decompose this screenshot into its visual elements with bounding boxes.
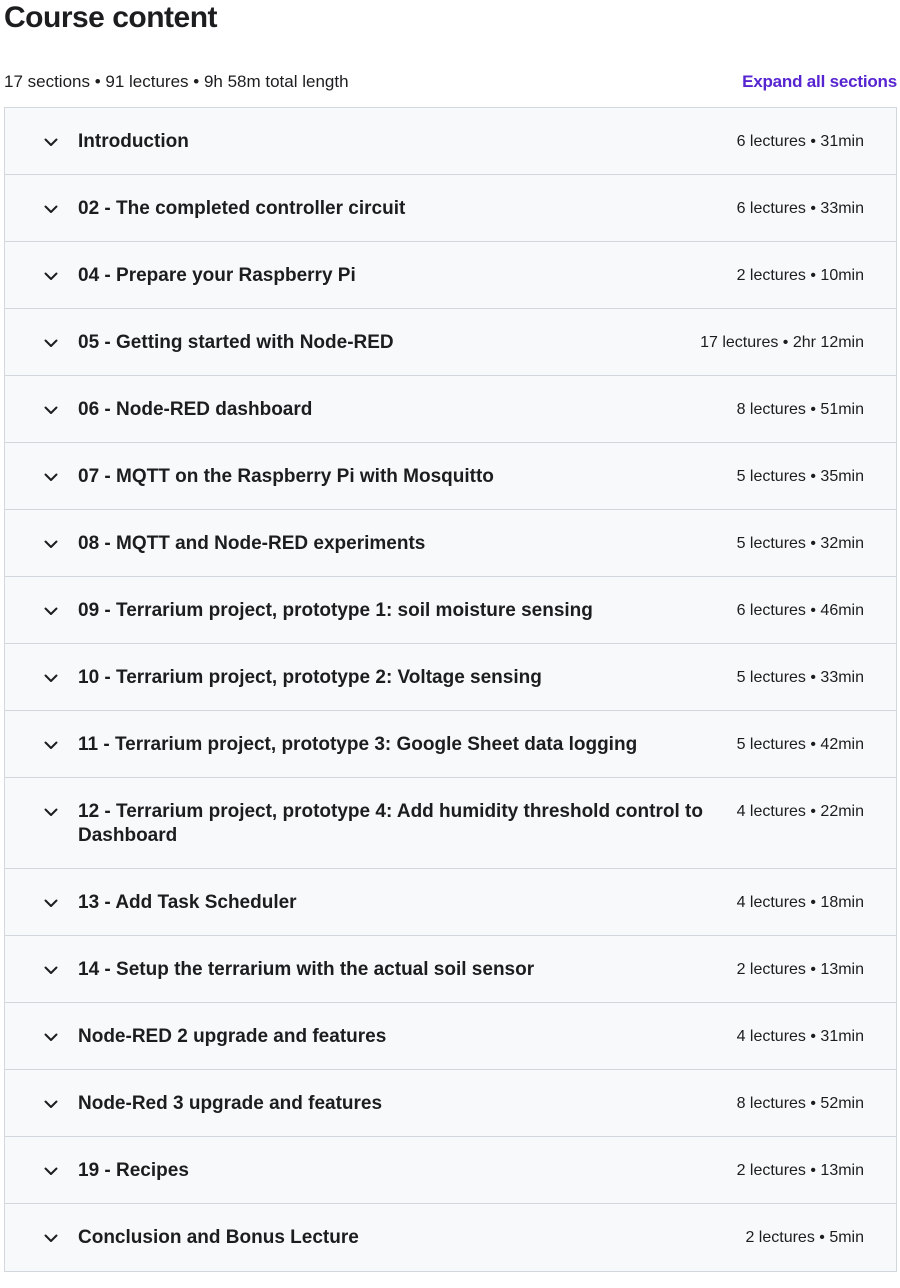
section-row[interactable] [5,1003,896,1070]
section-row[interactable] [5,711,896,778]
section-meta: 8 lectures • 52min [736,1095,864,1112]
section-meta: 5 lectures • 35min [736,468,864,485]
section-title: 06 - Node-RED dashboard [78,399,313,420]
chevron-down-icon[interactable] [41,132,61,152]
section-title: 05 - Getting started with Node-RED [78,332,394,353]
chevron-down-icon[interactable] [41,333,61,353]
chevron-down-icon[interactable] [41,467,61,487]
section-title: Node-Red 3 upgrade and features [78,1093,383,1114]
chevron-down-icon[interactable] [41,1228,61,1248]
section-meta: 5 lectures • 32min [736,535,864,552]
section-title: 11 - Terrarium project, prototype 3: Google Sheet data logging [78,734,638,755]
chevron-down-icon[interactable] [41,802,61,822]
section-meta: 4 lectures • 31min [736,1028,864,1045]
section-title: 07 - MQTT on the Raspberry Pi with Mosquitto [78,466,494,487]
section-meta: 2 lectures • 13min [736,961,864,978]
section-row[interactable] [5,936,896,1003]
section-row[interactable] [5,510,896,577]
section-row[interactable] [5,443,896,510]
section-meta: 6 lectures • 31min [736,133,864,150]
section-meta: 6 lectures • 33min [736,200,864,217]
chevron-down-icon[interactable] [41,893,61,913]
section-row[interactable] [5,242,896,309]
chevron-down-icon[interactable] [41,400,61,420]
section-meta: 4 lectures • 22min [736,803,864,820]
section-title: 02 - The completed controller circuit [78,198,406,219]
chevron-down-icon[interactable] [41,960,61,980]
course-summary: 17 sections • 91 lectures • 9h 58m total length [4,72,349,91]
section-meta: 2 lectures • 5min [745,1229,864,1246]
chevron-down-icon[interactable] [41,1094,61,1114]
section-row[interactable] [5,108,896,175]
chevron-down-icon[interactable] [41,199,61,219]
section-meta: 2 lectures • 13min [736,1162,864,1179]
chevron-down-icon[interactable] [41,668,61,688]
section-row[interactable] [5,309,896,376]
section-title: 19 - Recipes [78,1160,189,1181]
section-row[interactable] [5,1204,896,1271]
section-meta: 4 lectures • 18min [736,894,864,911]
section-row[interactable] [5,869,896,936]
section-title: 10 - Terrarium project, prototype 2: Voltage sensing [78,667,542,688]
section-meta: 5 lectures • 42min [736,736,864,753]
section-title: 12 - Terrarium project, prototype 4: Add humidity threshold control to Dashboard [78,801,703,846]
section-meta: 8 lectures • 51min [736,401,864,418]
chevron-down-icon[interactable] [41,1161,61,1181]
section-row[interactable] [5,175,896,242]
chevron-down-icon[interactable] [41,1027,61,1047]
chevron-down-icon[interactable] [41,534,61,554]
section-row[interactable] [5,376,896,443]
section-row[interactable] [5,778,896,869]
section-row[interactable] [5,1137,896,1204]
section-title: Node-RED 2 upgrade and features [78,1026,387,1047]
section-title: 14 - Setup the terrarium with the actual soil sensor [78,959,535,980]
section-row[interactable] [5,644,896,711]
section-title: 09 - Terrarium project, prototype 1: soil moisture sensing [78,600,593,621]
chevron-down-icon[interactable] [41,601,61,621]
section-meta: 5 lectures • 33min [736,669,864,686]
page-title: Course content [4,1,218,34]
section-title: Conclusion and Bonus Lecture [78,1227,359,1248]
section-meta: 2 lectures • 10min [736,267,864,284]
section-row[interactable] [5,1070,896,1137]
section-meta: 17 lectures • 2hr 12min [700,334,864,351]
course-summary-row [4,70,897,94]
chevron-down-icon[interactable] [41,266,61,286]
section-row[interactable] [5,577,896,644]
sections-list [4,107,897,1272]
chevron-down-icon[interactable] [41,735,61,755]
expand-all-sections-button[interactable]: Expand all sections [742,72,897,91]
section-title: Introduction [78,131,189,152]
section-title: 04 - Prepare your Raspberry Pi [78,265,356,286]
section-title: 08 - MQTT and Node-RED experiments [78,533,426,554]
section-title: 13 - Add Task Scheduler [78,892,297,913]
section-meta: 6 lectures • 46min [736,602,864,619]
